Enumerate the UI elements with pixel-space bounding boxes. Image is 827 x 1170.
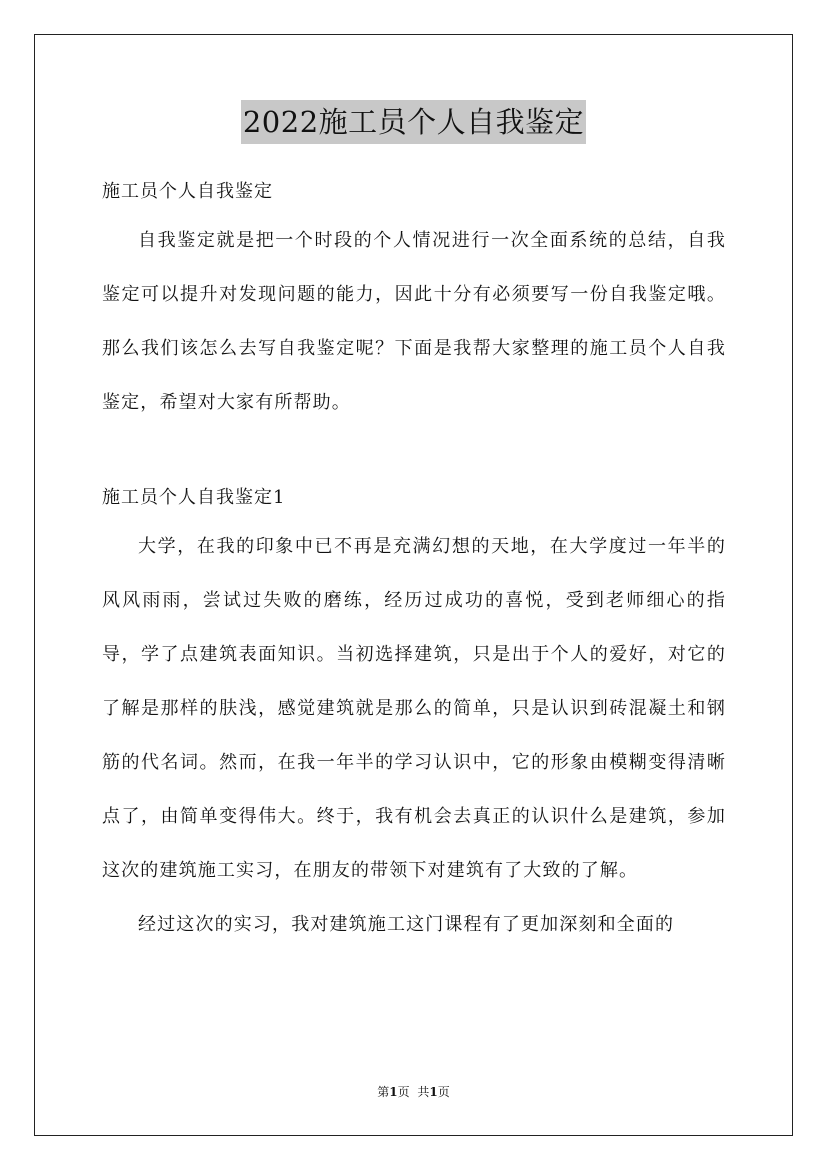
page-prefix: 第	[377, 1085, 390, 1099]
intro-paragraph: 自我鉴定就是把一个时段的个人情况进行一次全面系统的总结，自我鉴定可以提升对发现问题的能力，因此十分有必须要写一份自我鉴定哦。那么我们该怎么去写自我鉴定呢？下面是我帮大家整理的施工员个人自我鉴定，希望对大家有所帮助。	[102, 230, 726, 413]
section1-paragraph-2: 经过这次的实习，我对建筑施工这门课程有了更加深刻和全面的	[138, 914, 675, 935]
total-pages: 1	[429, 1085, 438, 1099]
title-container	[0, 100, 827, 144]
page-number: 1	[389, 1085, 398, 1099]
page-suffix: 页	[397, 1085, 410, 1099]
page-footer	[0, 1083, 827, 1101]
section1-heading: 施工员个人自我鉴定1	[102, 487, 286, 508]
intro-heading: 施工员个人自我鉴定	[102, 181, 273, 202]
total-suffix: 页	[437, 1085, 450, 1099]
section1-paragraph-1: 大学，在我的印象中已不再是充满幻想的天地，在大学度过一年半的风风雨雨，尝试过失败的磨练，经历过成功的喜悦，受到老师细心的指导，学了点建筑表面知识。当初选择建筑，只是出于个人的爱好，对它的了解是那样的肤浅，感觉建筑就是那么的简单，只是认识到砖混凝土和钢筋的代名词。然而，在我一年半的学习认识中，它的形象由模糊变得清晰点了，由简单变得伟大。终于，我有机会去真正的认识什么是建筑，参加这次的建筑施工实习，在朋友的带领下对建筑有了大致的了解。	[102, 536, 726, 881]
document-title: 2022施工员个人自我鉴定	[241, 100, 586, 144]
total-prefix: 共	[417, 1085, 430, 1099]
section-spacer	[102, 430, 726, 476]
document-body	[102, 170, 726, 952]
